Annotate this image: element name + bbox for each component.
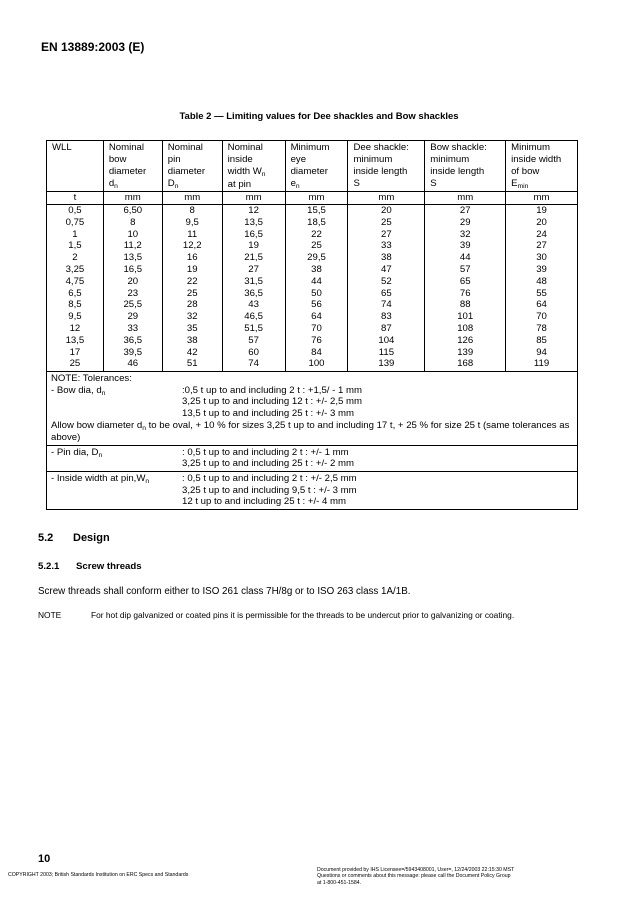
table-cell: 39,5: [103, 347, 162, 359]
note-label: NOTE: [38, 610, 62, 620]
column-header: Minimum eye diameter $e_n$: [285, 141, 348, 192]
screw-threads-paragraph: Screw threads shall conform either to ISO 261 class 7H/8g or to ISO 263 class 1A/1B.: [38, 586, 411, 597]
table-cell: 1,5: [47, 240, 104, 252]
table-cell: 39: [425, 240, 506, 252]
table-cell: 76: [425, 288, 506, 300]
table-cell: 22: [285, 229, 348, 241]
table-cell: 33: [348, 240, 425, 252]
table-row: [47, 217, 578, 229]
table-cell: 25: [47, 358, 104, 371]
table-cell: 31,5: [222, 276, 285, 288]
section-title: Screw threads: [76, 561, 142, 572]
inside-width-tolerance-line: 12 t up to and including 25 t : +/- 4 mm: [182, 496, 346, 508]
column-header: Nominal pin diameter $D_n$: [162, 141, 222, 192]
table-row: [47, 240, 578, 252]
galvanizing-note: [38, 610, 514, 620]
table-cell: 20: [103, 276, 162, 288]
table-cell: 17: [47, 347, 104, 359]
bow-tolerance-label: - Bow dia, d: [51, 384, 102, 396]
ihs-line: at 1-800-451-1584.: [317, 879, 362, 886]
table-cell: 36,5: [103, 335, 162, 347]
table-cell: 16: [162, 252, 222, 264]
table-row: [47, 323, 578, 335]
table-cell: 42: [162, 347, 222, 359]
table-cell: 29: [103, 311, 162, 323]
table-cell: 70: [285, 323, 348, 335]
table-cell: 19: [506, 205, 578, 217]
table-row: [47, 335, 578, 347]
table-cell: 8: [162, 205, 222, 217]
unit-cell: mm: [162, 192, 222, 205]
table-row: [47, 288, 578, 300]
table-cell: 0,5: [47, 205, 104, 217]
section-number: 5.2.1: [38, 561, 60, 572]
table-row: [47, 205, 578, 217]
table-cell: 94: [506, 347, 578, 359]
table-cell: 19: [162, 264, 222, 276]
table-cell: 27: [348, 229, 425, 241]
table-cell: 10: [103, 229, 162, 241]
pin-tolerance-label: - Pin dia, D: [51, 446, 99, 458]
table-cell: 50: [285, 288, 348, 300]
inside-width-tolerance-line: 3,25 t up to and including 9,5 t : +/- 3 mm: [182, 484, 357, 496]
table-row: [47, 347, 578, 359]
table-cell: 60: [222, 347, 285, 359]
oval-allowance-end: to be oval, + 10 % for sizes 3,25 t up to and including 17 t, + 25 % for size 25 t (same tolerances as above): [51, 419, 570, 444]
column-header: Dee shackle: minimum inside length S: [348, 141, 425, 192]
table-cell: 13,5: [47, 335, 104, 347]
table-cell: 11,2: [103, 240, 162, 252]
oval-allowance: Allow bow diameter $d_n$ to be oval, + 10 % for sizes 3,25 t up to and including 17 t, + 25 % for size 25 t (same tolerances as above): [51, 419, 570, 444]
table-body: [47, 205, 578, 372]
table-cell: 48: [506, 276, 578, 288]
copyright-notice: COPYRIGHT 2003; British Standards Institution on ERC Specs and Standards: [8, 872, 189, 878]
table-cell: 46: [103, 358, 162, 371]
table-cell: 25: [348, 217, 425, 229]
table-cell: 6,5: [47, 288, 104, 300]
table-cell: 139: [348, 358, 425, 371]
table-cell: 15,5: [285, 205, 348, 217]
table-cell: 33: [103, 323, 162, 335]
table-cell: 108: [425, 323, 506, 335]
unit-cell: mm: [348, 192, 425, 205]
table-cell: 115: [348, 347, 425, 359]
table-cell: 84: [285, 347, 348, 359]
table-row: [47, 229, 578, 241]
table-cell: 51: [162, 358, 222, 371]
table-row: [47, 252, 578, 264]
unit-cell: mm: [285, 192, 348, 205]
column-header: Minimum inside width of bow $E_{min}$: [506, 141, 578, 192]
table-cell: 55: [506, 288, 578, 300]
table-cell: 126: [425, 335, 506, 347]
table-cell: 168: [425, 358, 506, 371]
table-cell: 9,5: [47, 311, 104, 323]
table-cell: 64: [285, 311, 348, 323]
table-cell: 57: [222, 335, 285, 347]
table-cell: 76: [285, 335, 348, 347]
table-header-row: [47, 141, 578, 192]
table-cell: 74: [222, 358, 285, 371]
table-row: [47, 311, 578, 323]
bow-tolerance-line: 3,25 t up to and including 12 t : +/- 2,5 mm: [182, 396, 362, 408]
table-cell: 6,50: [103, 205, 162, 217]
unit-cell: mm: [506, 192, 578, 205]
table-cell: 8,5: [47, 299, 104, 311]
table-cell: 21,5: [222, 252, 285, 264]
column-header: Nominal inside width $W_n$ at pin: [222, 141, 285, 192]
unit-cell: t: [47, 192, 104, 205]
oval-allowance-start: Allow bow diameter d: [51, 419, 143, 431]
table-cell: 83: [348, 311, 425, 323]
limiting-values-table: [46, 140, 578, 510]
table-cell: 29: [425, 217, 506, 229]
table-cell: 52: [348, 276, 425, 288]
table-cell: 44: [285, 276, 348, 288]
table-cell: 87: [348, 323, 425, 335]
table-cell: 65: [425, 276, 506, 288]
section-title: Design: [73, 532, 110, 544]
table-cell: 88: [425, 299, 506, 311]
table-cell: 38: [162, 335, 222, 347]
tolerances-heading: NOTE: Tolerances:: [51, 373, 132, 385]
pin-tolerance-line: 3,25 t up to and including 25 t : +/- 2 mm: [182, 458, 354, 470]
table-title: Table 2 — Limiting values for Dee shackles and Bow shackles: [179, 111, 459, 122]
pin-tolerance: - Pin dia, $D_n$ : 0,5 t up to and including 2 t : +/- 1 mm 3,25 t up to and including 25 t : +/- 2 mm: [47, 445, 578, 471]
section-heading-5-2: [38, 532, 110, 544]
table-cell: 27: [425, 205, 506, 217]
page-number: 10: [38, 853, 51, 865]
table-cell: 16,5: [222, 229, 285, 241]
table-cell: 28: [162, 299, 222, 311]
table-cell: 11: [162, 229, 222, 241]
table-cell: 100: [285, 358, 348, 371]
table-cell: 101: [425, 311, 506, 323]
table-cell: 19: [222, 240, 285, 252]
unit-cell: mm: [425, 192, 506, 205]
table-cell: 56: [285, 299, 348, 311]
table-cell: 57: [425, 264, 506, 276]
table-cell: 85: [506, 335, 578, 347]
table-cell: 27: [506, 240, 578, 252]
table-cell: 0,75: [47, 217, 104, 229]
column-header: Bow shackle: minimum inside length S: [425, 141, 506, 192]
table-cell: 30: [506, 252, 578, 264]
unit-cell: mm: [103, 192, 162, 205]
table-cell: 25,5: [103, 299, 162, 311]
inside-width-tolerance: - Inside width at $pin,W_n$ : 0,5 t up to and including 2 t : +/- 2,5 mm 3,25 t up to and including 9,5 t : +/- 3 mm 12 t up to and including 25 t : +/- 4 mm: [47, 471, 578, 509]
tolerances-note: [47, 372, 578, 446]
table-cell: 25: [162, 288, 222, 300]
table-cell: 44: [425, 252, 506, 264]
table-cell: 18,5: [285, 217, 348, 229]
table-cell: 29,5: [285, 252, 348, 264]
table-cell: 12: [222, 205, 285, 217]
table-cell: 38: [348, 252, 425, 264]
table-cell: 119: [506, 358, 578, 371]
table-cell: 16,5: [103, 264, 162, 276]
section-heading-5-2-1: [38, 561, 142, 572]
table-row: [47, 358, 578, 371]
table-cell: 24: [506, 229, 578, 241]
table-row: [47, 276, 578, 288]
column-header: WLL: [47, 141, 104, 192]
table-cell: 139: [425, 347, 506, 359]
table-cell: 104: [348, 335, 425, 347]
table-cell: 46,5: [222, 311, 285, 323]
table-unit-row: [47, 192, 578, 205]
ihs-line: Questions or comments about this message: please call the Document Policy Group: [317, 873, 511, 880]
pin-tolerance-line: : 0,5 t up to and including 2 t : +/- 1 mm: [182, 446, 349, 458]
table-cell: 43: [222, 299, 285, 311]
table-cell: 51,5: [222, 323, 285, 335]
table-cell: 27: [222, 264, 285, 276]
table-cell: 74: [348, 299, 425, 311]
table-cell: 22: [162, 276, 222, 288]
table-row: [47, 264, 578, 276]
note-body: For hot dip galvanized or coated pins it is permissible for the threads to be undercut prior to galvanizing or coating.: [91, 610, 515, 620]
table-cell: 32: [162, 311, 222, 323]
table-cell: 1: [47, 229, 104, 241]
unit-cell: mm: [222, 192, 285, 205]
inside-width-tolerance-label: - Inside width at pin,W: [51, 472, 146, 484]
table-cell: 13,5: [222, 217, 285, 229]
ihs-notice: [317, 867, 514, 886]
table-cell: 12,2: [162, 240, 222, 252]
table-cell: 4,75: [47, 276, 104, 288]
bow-tolerance-line: 13,5 t up to and including 25 t : +/- 3 mm: [182, 407, 354, 419]
table-cell: 39: [506, 264, 578, 276]
table-cell: 23: [103, 288, 162, 300]
bow-tolerance-line: :0,5 t up to and including 2 t : +1,5/ - 1 mm: [182, 384, 362, 396]
ihs-line: Document provided by IHS Licensee=/5943408001, User=, 12/24/2003 22:15:30 MST: [317, 867, 515, 873]
table-cell: 64: [506, 299, 578, 311]
table-cell: 20: [506, 217, 578, 229]
standard-number: EN 13889:2003 (E): [41, 40, 145, 54]
table-cell: 47: [348, 264, 425, 276]
bow-tolerance: - Bow dia, $d_n$ :0,5 t up to and including 2 t : +1,5/ - 1 mm 3,25 t up to and including 12 t : +/- 2,5 mm 13,5 t up to and including 25 t : +/- 3 mm: [51, 385, 573, 420]
table-row: [47, 299, 578, 311]
table-cell: 36,5: [222, 288, 285, 300]
inside-width-tolerance-line: : 0,5 t up to and including 2 t : +/- 2,5 mm: [182, 472, 357, 484]
table-cell: 38: [285, 264, 348, 276]
table-cell: 12: [47, 323, 104, 335]
column-header: Nominal bow diameter $d_n$: [103, 141, 162, 192]
table-cell: 32: [425, 229, 506, 241]
table-cell: 65: [348, 288, 425, 300]
table-cell: 25: [285, 240, 348, 252]
table-cell: 20: [348, 205, 425, 217]
section-number: 5.2: [38, 532, 54, 544]
table-cell: 70: [506, 311, 578, 323]
table-cell: 9,5: [162, 217, 222, 229]
table-cell: 78: [506, 323, 578, 335]
table-cell: 8: [103, 217, 162, 229]
table-cell: 2: [47, 252, 104, 264]
table-cell: 3,25: [47, 264, 104, 276]
table-cell: 13,5: [103, 252, 162, 264]
table-cell: 35: [162, 323, 222, 335]
